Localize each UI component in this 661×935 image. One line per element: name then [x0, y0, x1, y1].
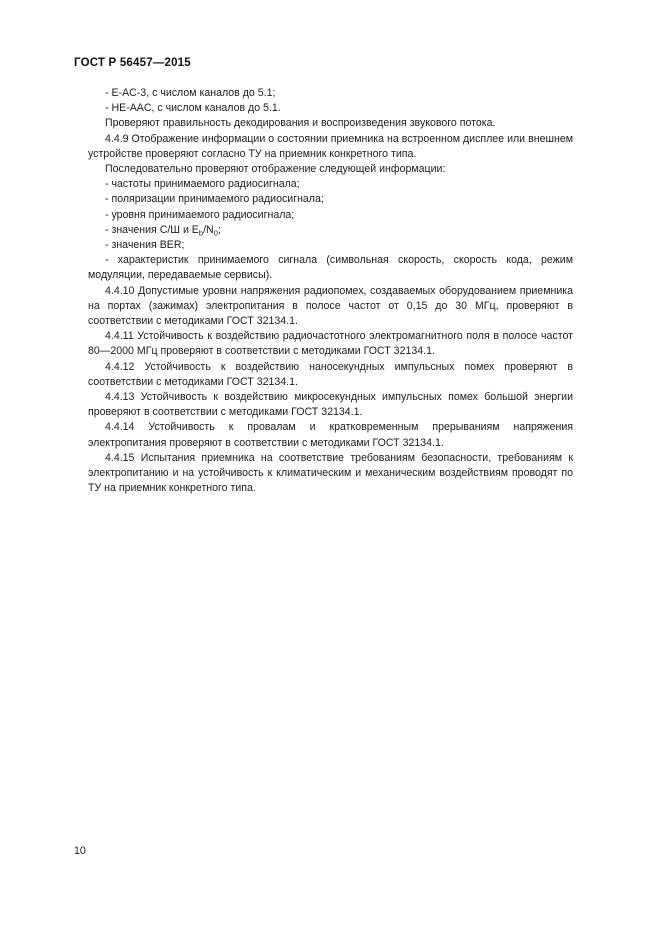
clause-4-4-12: 4.4.12 Устойчивость к воздействию наносекундных импульсных помех проверяют в соответствии с методиками ГОСТ 32134.1.	[88, 360, 573, 388]
snr-subscript-b: b	[198, 228, 204, 238]
list-item: - частоты принимаемого радиосигнала;	[105, 178, 300, 191]
clause-4-4-11: 4.4.11 Устойчивость к воздействию радиочастотного электромагнитного поля в полосе частот 80—2000 МГц проверяют в соответствии с методиками ГОСТ 32134.1.	[88, 330, 573, 358]
clause-4-4-13: 4.4.13 Устойчивость к воздействию микросекундных импульсных помех большой энергии проверяют в соответствии с методиками ГОСТ 32134.1.	[88, 391, 573, 419]
list-item-snr	[88, 223, 573, 238]
clause-4-4-14: 4.4.14 Устойчивость к провалам и кратковременным прерываниям напряжения электропитания проверяют в соответствии с методиками ГОСТ 32134.1.	[88, 421, 573, 449]
standard-header: ГОСТ Р 56457—2015	[74, 57, 191, 69]
paragraph-check-decoding: Проверяют правильность декодирования и воспроизведения звукового потока.	[105, 117, 496, 130]
clause-4-4-10: 4.4.10 Допустимые уровни напряжения радиопомех, создаваемых оборудованием приемника на портах (зажимах) электропитания в полосе частот от 0,15 до 30 МГц, проверяют в соответствии с методиками ГОСТ 32134.1.	[88, 284, 573, 328]
list-item: - HE-AAC, с числом каналов до 5.1.	[105, 102, 281, 115]
list-item: - E-AC-3, с числом каналов до 5.1;	[105, 87, 276, 99]
list-item-characteristics: - характеристик принимаемого сигнала (символьная скорость, скорость кода, режим модуляции, передаваемые сервисы).	[88, 254, 573, 282]
list-item: - поляризации принимаемого радиосигнала;	[105, 193, 324, 206]
list-item: - уровня принимаемого радиосигнала;	[105, 208, 295, 221]
paragraph-sequential-check: Последовательно проверяют отображение следующей информации:	[105, 163, 446, 176]
snr-suffix: ;	[217, 223, 221, 236]
list-item: - значения BER;	[105, 239, 185, 252]
snr-middle: /N	[203, 223, 214, 236]
clause-4-4-9: 4.4.9 Отображение информации о состоянии приемника на встроенном дисплее или внешнем устройстве проверяют согласно ТУ на приемник конкретного типа.	[88, 132, 573, 160]
clause-4-4-15: 4.4.15 Испытания приемника на соответствие требованиям безопасности, требованиям к электропитанию и на устойчивость к климатическим и механическим воздействиям проводят по ТУ на приемник конкретного типа.	[88, 451, 573, 495]
page-number: 10	[74, 845, 86, 857]
snr-prefix: - значения С/Ш и E	[105, 223, 199, 236]
document-body	[88, 86, 573, 496]
snr-subscript-zero: 0	[213, 228, 218, 238]
